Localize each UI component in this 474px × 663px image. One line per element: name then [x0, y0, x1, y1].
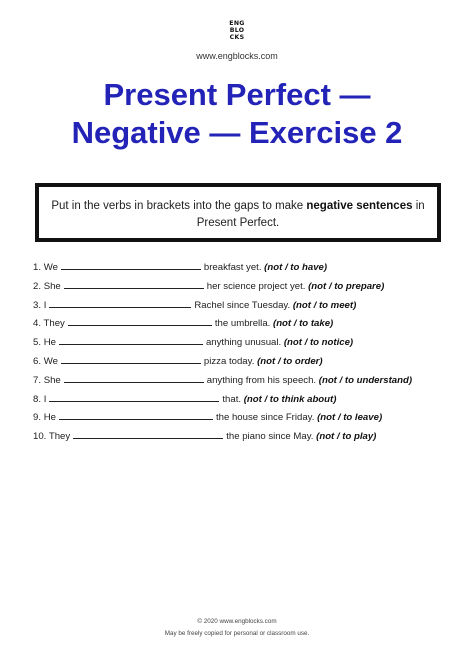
item-subject: I: [43, 393, 47, 405]
exercise-list: [33, 260, 453, 448]
item-rest: the piano since May.: [226, 431, 314, 443]
item-subject: We: [43, 262, 58, 273]
item-subject: He: [43, 337, 56, 349]
verb-hint: (not / to play): [316, 431, 377, 443]
verb-hint: (not / to notice): [283, 337, 354, 349]
item-number: 9.: [33, 412, 42, 424]
verb-hint: (not / to understand): [318, 374, 413, 386]
item-rest: Rachel since Tuesday.: [194, 299, 291, 311]
logo-line: CKS: [229, 34, 245, 41]
item-number: 2.: [33, 280, 42, 292]
license-notice: May be freely copied for personal or classroom use.: [164, 630, 310, 637]
answer-blank[interactable]: [59, 335, 203, 345]
exercise-item: [33, 373, 453, 392]
exercise-item: [33, 260, 453, 279]
answer-blank[interactable]: [49, 392, 219, 402]
item-number: 4.: [33, 318, 42, 330]
item-subject: We: [43, 355, 58, 367]
copyright-notice: © 2020 www.engblocks.com: [197, 618, 277, 625]
instruction-emphasis: negative sentences: [306, 200, 413, 212]
answer-blank[interactable]: [68, 316, 212, 326]
item-number: 1.: [33, 262, 42, 273]
logo-line: ENG: [229, 20, 245, 27]
exercise-item: [33, 410, 453, 429]
item-subject: I: [43, 299, 47, 311]
item-subject: He: [43, 412, 56, 424]
item-number: 3.: [33, 299, 42, 311]
item-rest: anything from his speech.: [206, 374, 317, 386]
answer-blank[interactable]: [61, 354, 201, 364]
answer-blank[interactable]: [61, 260, 201, 270]
instruction-text: [49, 198, 427, 232]
item-subject: They: [43, 318, 65, 330]
exercise-item: [33, 354, 453, 373]
verb-hint: (not / to meet): [292, 299, 357, 311]
title-line-1: Present Perfect —: [103, 77, 371, 112]
site-url: www.engblocks.com: [196, 51, 278, 61]
page-title: [0, 76, 474, 152]
item-number: 10.: [33, 431, 47, 443]
exercise-item: [33, 429, 453, 448]
instruction-box: [35, 183, 441, 242]
answer-blank[interactable]: [64, 279, 204, 289]
item-number: 5.: [33, 337, 42, 349]
exercise-item: [33, 335, 453, 354]
item-rest: breakfast yet.: [203, 262, 262, 273]
item-rest: the umbrella.: [214, 318, 271, 330]
exercise-item: [33, 279, 453, 298]
item-number: 6.: [33, 355, 42, 367]
answer-blank[interactable]: [59, 410, 213, 420]
item-number: 7.: [33, 374, 42, 386]
instruction-text-end: in Present Perfect.: [196, 200, 425, 229]
answer-blank[interactable]: [73, 429, 223, 439]
verb-hint: (not / to take): [273, 318, 334, 330]
answer-blank[interactable]: [49, 298, 191, 308]
item-subject: They: [48, 431, 71, 443]
exercise-item: [33, 316, 453, 335]
verb-hint: (not / to prepare): [308, 280, 385, 292]
logo-line: BLO: [229, 27, 245, 34]
item-subject: She: [43, 374, 61, 386]
answer-blank[interactable]: [64, 373, 204, 383]
item-number: 8.: [33, 393, 42, 405]
exercise-item: [33, 298, 453, 317]
verb-hint: (not / to think about): [243, 393, 337, 405]
instruction-text-start: Put in the verbs in brackets into the gaps to make: [51, 200, 307, 212]
engblocks-logo: [226, 20, 248, 41]
title-line-2: Negative — Exercise 2: [71, 115, 403, 150]
exercise-item: [33, 392, 453, 411]
verb-hint: (not / to have): [264, 262, 328, 273]
item-rest: pizza today.: [203, 355, 255, 367]
item-subject: She: [43, 280, 61, 292]
item-rest: anything unusual.: [205, 337, 282, 349]
verb-hint: (not / to order): [257, 355, 323, 367]
item-rest: that.: [222, 393, 242, 405]
item-rest: her science project yet.: [206, 280, 306, 292]
item-rest: the house since Friday.: [215, 412, 315, 424]
verb-hint: (not / to leave): [317, 412, 383, 424]
